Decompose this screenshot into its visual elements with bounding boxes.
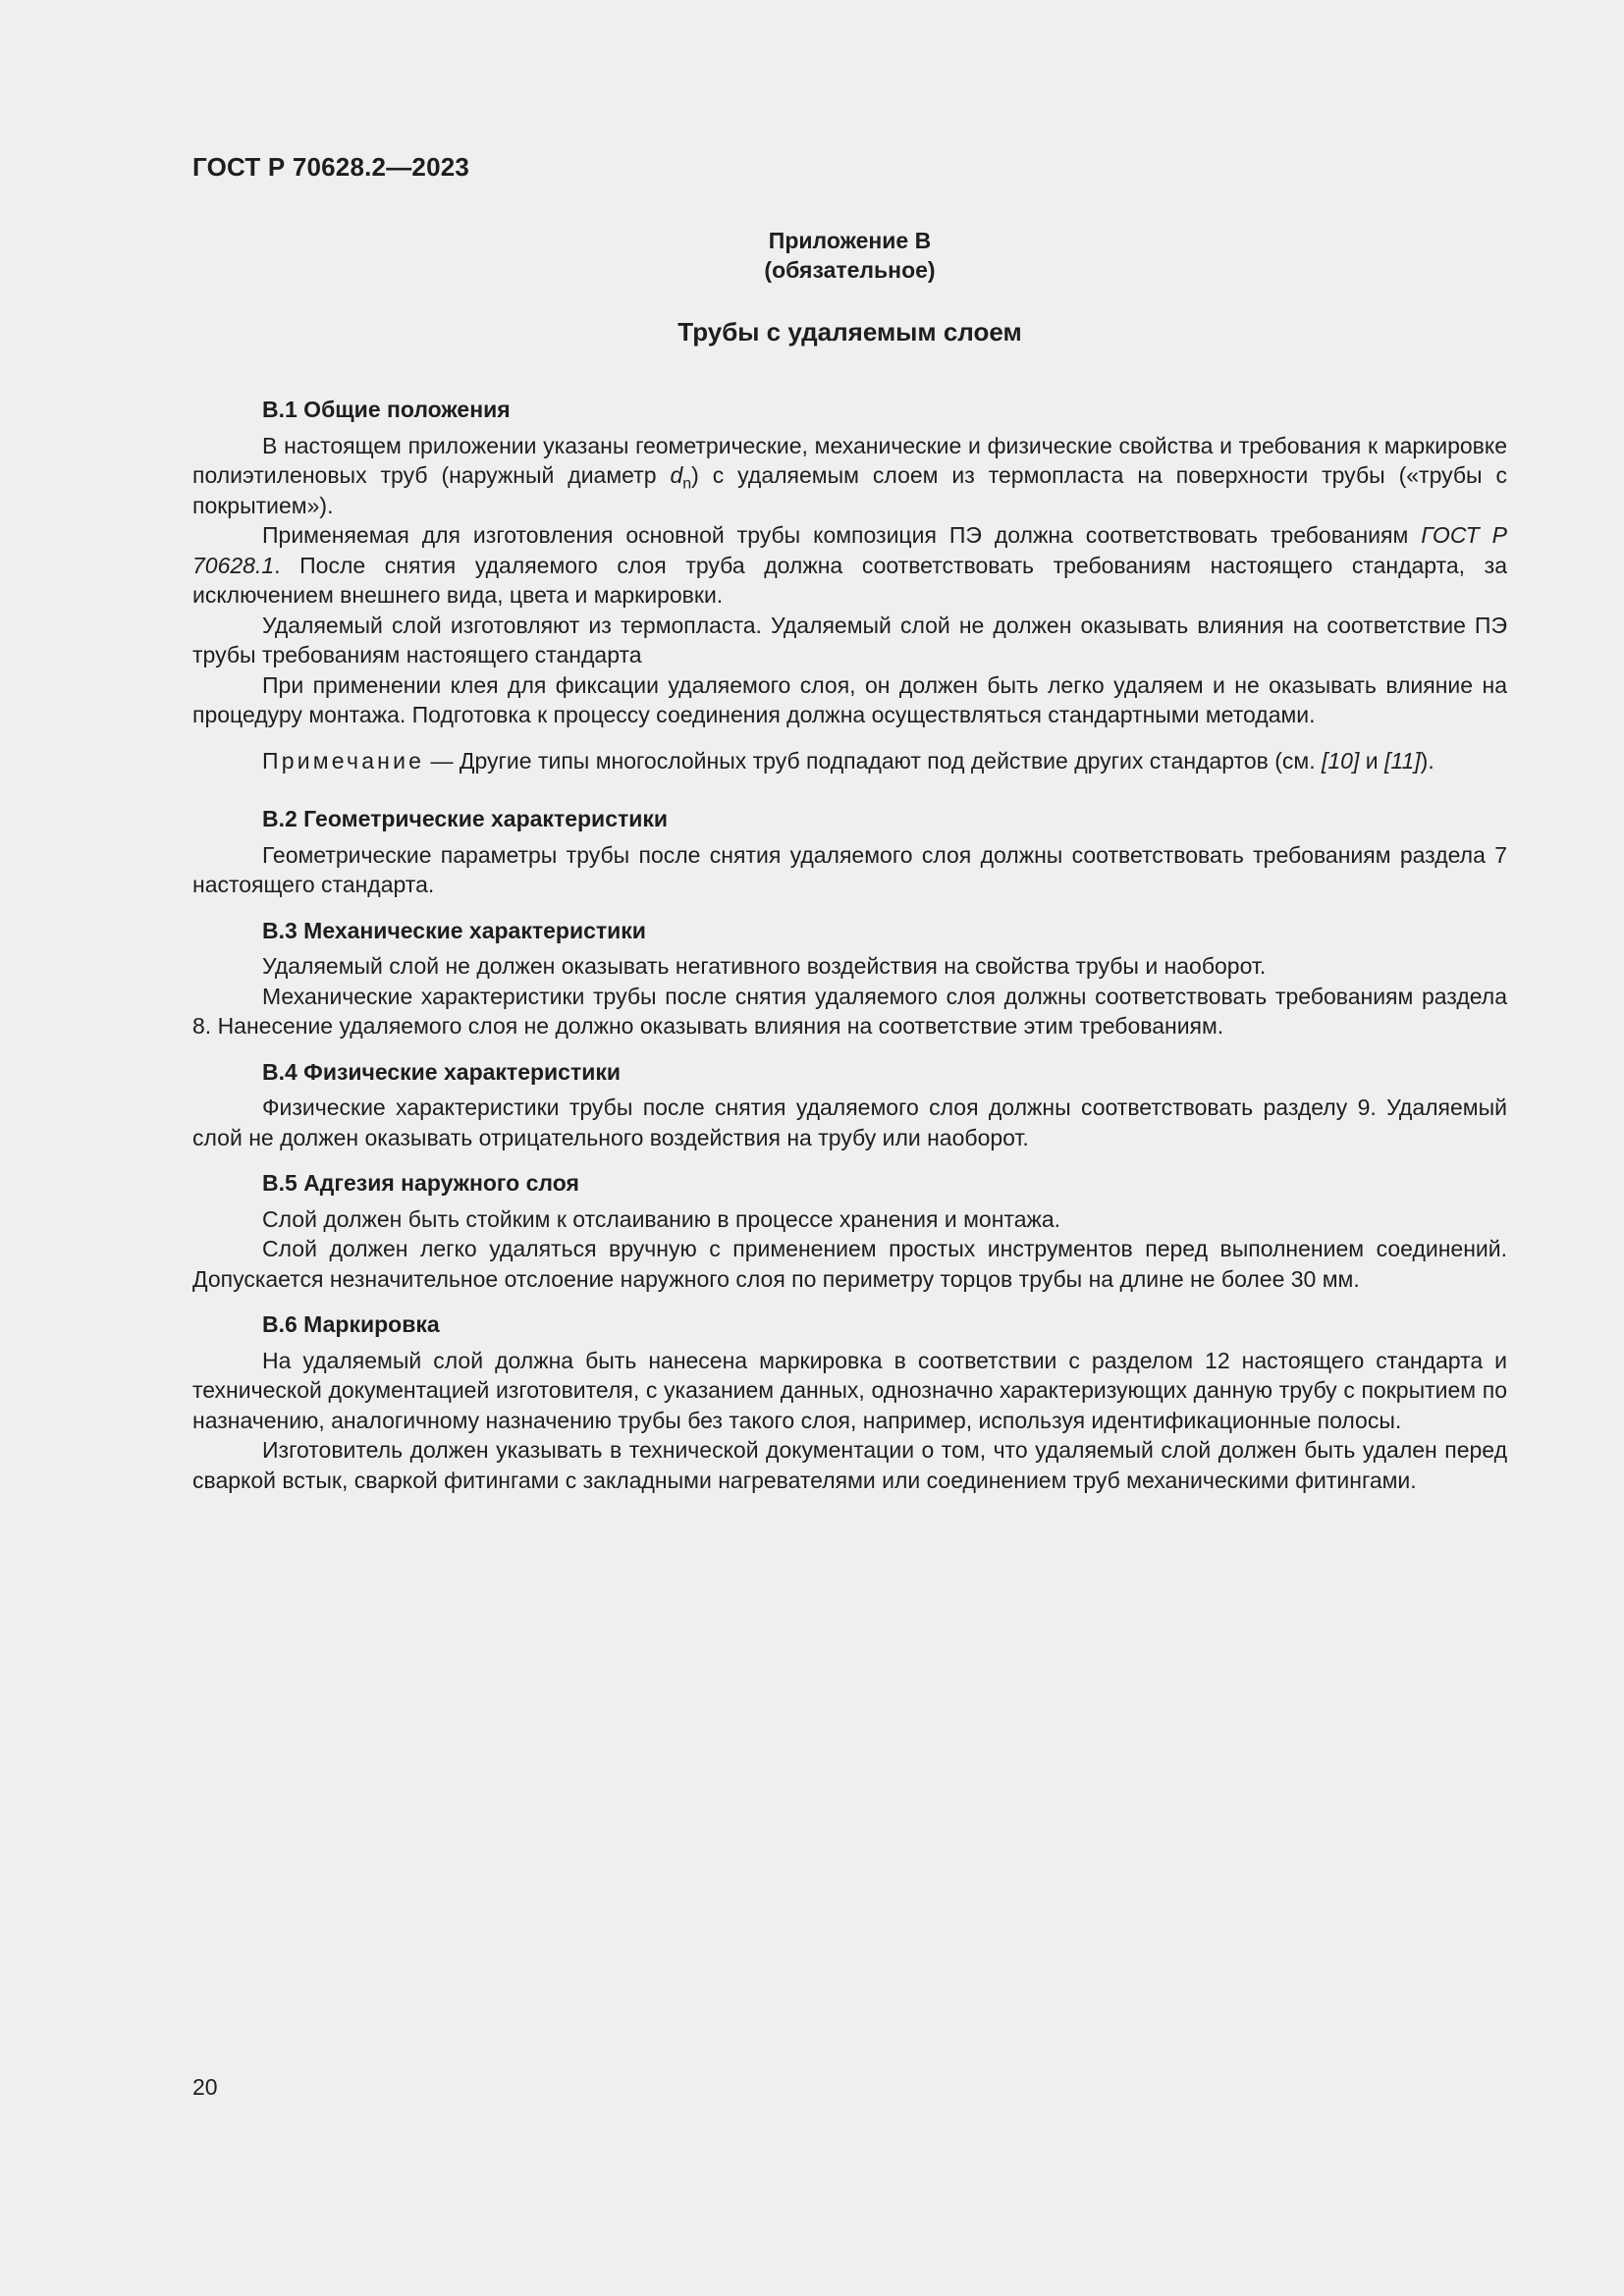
text-run: ) с удаляемым слоем из термопласта на поверхности трубы («трубы с покрытием»).: [192, 462, 1507, 518]
paragraph: Изготовитель должен указывать в технической документации о том, что удаляемый слой должен быть удален перед сваркой встык, сваркой фитингами с закладными нагревателями или соединением труб механическими фитингами.: [192, 1437, 1507, 1493]
text-run: Применяемая для изготовления основной трубы композиция ПЭ должна соответствовать требованиям: [262, 522, 1422, 548]
text-run: ).: [1420, 747, 1435, 774]
paragraph: На удаляемый слой должна быть нанесена маркировка в соответствии с разделом 12 настоящего стандарта и технической документацией изготовителя, с указанием данных, однозначно характеризующих данную трубу с покрытием по назначению, аналогичному назначению трубы без такого слоя, например, используя идентификационные полосы.: [192, 1347, 1507, 1433]
section-heading: В.1 Общие положения: [262, 397, 511, 422]
paragraph: Физические характеристики трубы после снятия удаляемого слоя должны соответствовать разделу 9. Удаляемый слой не должен оказывать отрицательного воздействия на трубу или наоборот.: [192, 1095, 1507, 1150]
section-heading: В.3 Механические характеристики: [262, 917, 646, 943]
section-heading: В.2 Геометрические характеристики: [262, 806, 669, 831]
appendix-heading: [192, 226, 1507, 285]
section-geometric: [192, 804, 1507, 900]
diameter-subscript: n: [682, 475, 692, 493]
section-heading: В.6 Маркировка: [262, 1311, 440, 1337]
bibliography-reference: [11]: [1384, 747, 1421, 774]
note-label: Примечание: [262, 747, 425, 774]
text-run: — Другие типы многослойных труб подпадают под действие других стандартов (см.: [424, 747, 1322, 774]
paragraph: [192, 520, 1507, 611]
text-run: . После снятия удаляемого слоя труба должна соответствовать требованиям настоящего стандарта, за исключением внешнего вида, цвета и маркировки.: [192, 552, 1507, 608]
section-physical: [192, 1057, 1507, 1153]
appendix-label: Приложение В: [768, 228, 932, 253]
text-run: В настоящем приложении указаны геометрические, механические и физические свойства и требования к маркировке полиэтиленовых труб (наружный диаметр: [192, 432, 1507, 488]
diameter-symbol: d: [670, 462, 683, 488]
section-general: [192, 395, 1507, 775]
section-heading: В.5 Адгезия наружного слоя: [262, 1170, 579, 1196]
appendix-title: Трубы с удаляемым слоем: [677, 317, 1022, 347]
paragraph: [192, 431, 1507, 521]
paragraph: При применении клея для фиксации удаляемого слоя, он должен быть легко удаляем и не оказывать влияние на процедуру монтажа. Подготовка к процессу соединения должна осуществляться стандартными методами.: [192, 671, 1507, 727]
paragraph: Слой должен легко удаляться вручную с применением простых инструментов перед выполнением соединений. Допускается незначительное отслоение наружного слоя по периметру торцов трубы на длине не более 30 мм.: [192, 1236, 1507, 1292]
note: [192, 746, 1507, 776]
standard-reference: ГОСТ Р 70628.1: [192, 522, 1507, 578]
paragraph: Удаляемый слой изготовляют из термопласта. Удаляемый слой не должен оказывать влияния на соответствие ПЭ трубы требованиям настоящего стандарта: [192, 612, 1507, 667]
section-mechanical: [192, 916, 1507, 1041]
text-run: и: [1359, 747, 1384, 774]
document-code: ГОСТ Р 70628.2—2023: [192, 152, 470, 182]
section-marking: [192, 1309, 1507, 1495]
page-number: 20: [192, 2074, 218, 2100]
paragraph: Механические характеристики трубы после снятия удаляемого слоя должны соответствовать требованиям раздела 8. Нанесение удаляемого слоя не должно оказывать влияния на соответствие этим требованиям.: [192, 983, 1507, 1039]
paragraph: Удаляемый слой не должен оказывать негативного воздействия на свойства трубы и наоборот.: [262, 953, 1267, 979]
paragraph: Геометрические параметры трубы после снятия удаляемого слоя должны соответствовать требованиям раздела 7 настоящего стандарта.: [192, 841, 1507, 897]
bibliography-reference: [10]: [1321, 747, 1360, 774]
section-heading: В.4 Физические характеристики: [262, 1058, 622, 1085]
appendix-status: (обязательное): [764, 257, 936, 283]
section-adhesion: [192, 1168, 1507, 1294]
document-body: [192, 395, 1507, 1495]
paragraph: Слой должен быть стойким к отслаиванию в процессе хранения и монтажа.: [262, 1205, 1061, 1232]
